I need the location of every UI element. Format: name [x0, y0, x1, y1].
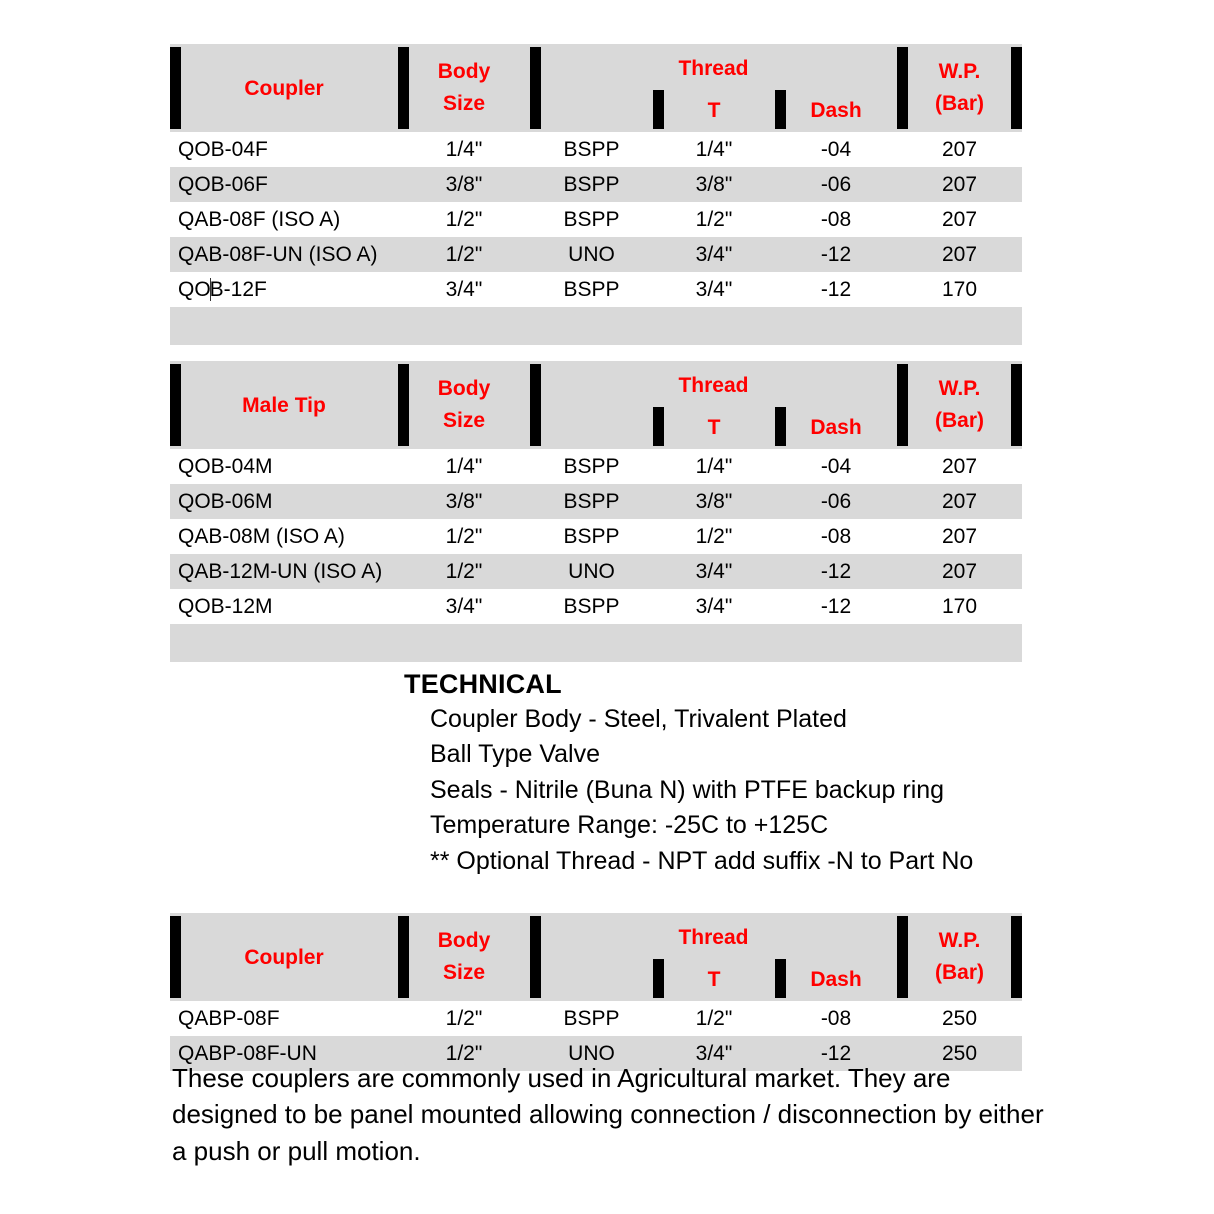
cell-thread-type: UNO — [530, 1036, 653, 1071]
table-row — [170, 589, 1022, 624]
column-header-thread-t: T — [707, 967, 721, 991]
cell-dash: -12 — [775, 554, 897, 589]
column-header-thread: Thread — [678, 56, 749, 80]
table-row-blank — [170, 624, 1022, 662]
cell-part: QABP-08F-UN — [170, 1036, 398, 1071]
column-header-body-size-line1: Body — [437, 377, 491, 401]
technical-list-item: Ball Type Valve — [430, 740, 601, 769]
table-row — [170, 449, 1022, 484]
cell-wp: 170 — [897, 589, 1022, 624]
column-separator-bar — [653, 959, 664, 998]
cell-part: QABP-08F — [170, 1001, 398, 1036]
column-header-thread-t: T — [707, 415, 721, 439]
table-row — [170, 519, 1022, 554]
cell-dash: -04 — [775, 449, 897, 484]
cell-body-size: 3/4" — [398, 589, 530, 624]
technical-list — [404, 702, 1104, 880]
cell-thread-t: 3/4" — [653, 272, 775, 307]
cell-thread-t: 1/4" — [653, 449, 775, 484]
column-header-body-size — [398, 361, 530, 449]
column-separator-bar — [653, 90, 664, 129]
cell-wp: 207 — [897, 132, 1022, 167]
column-header-wp-line2: (Bar) — [934, 92, 984, 115]
cell-body-size: 1/2" — [398, 1001, 530, 1036]
cell-blank — [398, 307, 530, 345]
cell-blank — [775, 624, 897, 662]
cell-dash: -06 — [775, 167, 897, 202]
cell-dash: -08 — [775, 1001, 897, 1036]
column-header-wp-line2: (Bar) — [934, 961, 984, 984]
table-body — [170, 132, 1022, 345]
cell-thread-t: 3/8" — [653, 167, 775, 202]
cell-wp: 207 — [897, 519, 1022, 554]
cell-body-size: 1/2" — [398, 519, 530, 554]
cell-body-size: 1/4" — [398, 132, 530, 167]
cell-part: QOB-12M — [170, 589, 398, 624]
cell-blank — [398, 624, 530, 662]
table-header — [170, 361, 1022, 449]
column-header-dash: Dash — [810, 967, 862, 991]
column-separator-bar — [1011, 47, 1022, 129]
column-header-wp-line1: W.P. — [938, 60, 981, 84]
cell-thread-t: 1/2" — [653, 519, 775, 554]
cell-dash: -08 — [775, 202, 897, 237]
cell-thread-type: BSPP — [530, 272, 653, 307]
table-row — [170, 272, 1022, 307]
column-header-body-size-line2: Size — [442, 961, 486, 984]
column-header-body-size-line2: Size — [442, 409, 486, 432]
cell-thread-type: BSPP — [530, 449, 653, 484]
column-header-body-size — [398, 913, 530, 1001]
cell-part: QOB-06M — [170, 484, 398, 519]
cell-wp: 207 — [897, 554, 1022, 589]
column-separator-bar — [530, 364, 541, 446]
spec-table-male-tip — [170, 361, 1022, 662]
column-header-body-size — [398, 44, 530, 132]
cell-wp: 207 — [897, 167, 1022, 202]
column-header-wp — [897, 361, 1022, 449]
cell-thread-t: 1/2" — [653, 1001, 775, 1036]
column-separator-bar — [775, 90, 786, 129]
spec-table-coupler-2 — [170, 913, 1022, 1071]
cell-thread-type: BSPP — [530, 132, 653, 167]
cell-body-size: 1/2" — [398, 1036, 530, 1071]
column-header-thread-type — [530, 957, 653, 1001]
column-separator-bar — [897, 916, 908, 998]
cell-thread-type: BSPP — [530, 1001, 653, 1036]
cell-thread-t: 1/2" — [653, 202, 775, 237]
cell-wp: 207 — [897, 237, 1022, 272]
column-header-thread: Thread — [678, 925, 749, 949]
cell-blank — [775, 307, 897, 345]
column-separator-bar — [775, 407, 786, 446]
cell-thread-t: 3/4" — [653, 1036, 775, 1071]
cell-body-size: 1/2" — [398, 202, 530, 237]
column-header-wp-line2: (Bar) — [934, 409, 984, 432]
column-separator-bar — [530, 916, 541, 998]
table-row — [170, 202, 1022, 237]
cell-part: QOB-04M — [170, 449, 398, 484]
cell-blank — [170, 307, 398, 345]
cell-part: QAB-08F (ISO A) — [170, 202, 398, 237]
column-header-thread-type — [530, 88, 653, 132]
cell-thread-t: 3/4" — [653, 237, 775, 272]
column-header-thread: Thread — [678, 373, 749, 397]
cell-part: QOB-06F — [170, 167, 398, 202]
column-separator-bar — [897, 47, 908, 129]
cell-thread-type: BSPP — [530, 519, 653, 554]
column-header-body-size-line2: Size — [442, 92, 486, 115]
column-separator-bar — [170, 364, 181, 446]
column-header-part: Male Tip — [242, 393, 326, 417]
table-body — [170, 449, 1022, 662]
column-separator-bar — [530, 47, 541, 129]
column-separator-bar — [653, 407, 664, 446]
cell-thread-type: BSPP — [530, 202, 653, 237]
cell-wp: 207 — [897, 449, 1022, 484]
cell-blank — [897, 307, 1022, 345]
table-header — [170, 913, 1022, 1001]
cell-wp: 207 — [897, 484, 1022, 519]
table-row — [170, 237, 1022, 272]
cell-thread-type: BSPP — [530, 589, 653, 624]
column-separator-bar — [398, 364, 409, 446]
column-separator-bar — [897, 364, 908, 446]
cell-body-size: 1/4" — [398, 449, 530, 484]
cell-part: QAB-12M-UN (ISO A) — [170, 554, 398, 589]
cell-thread-t: 1/4" — [653, 132, 775, 167]
table-row — [170, 1001, 1022, 1036]
cell-body-size: 3/8" — [398, 484, 530, 519]
cell-blank — [653, 307, 775, 345]
spec-table-coupler-1 — [170, 44, 1022, 345]
column-separator-bar — [775, 959, 786, 998]
technical-list-item: Temperature Range: -25C to +125C — [430, 811, 829, 840]
cell-blank — [897, 624, 1022, 662]
cell-body-size: 3/8" — [398, 167, 530, 202]
technical-section — [404, 668, 1104, 879]
cell-wp: 250 — [897, 1001, 1022, 1036]
column-header-part: Coupler — [244, 76, 324, 100]
cell-blank — [653, 624, 775, 662]
column-header-dash: Dash — [810, 98, 862, 122]
cell-dash: -04 — [775, 132, 897, 167]
cell-dash: -12 — [775, 589, 897, 624]
technical-list-item: Coupler Body - Steel, Trivalent Plated — [430, 704, 847, 733]
column-header-wp — [897, 913, 1022, 1001]
cell-dash: -06 — [775, 484, 897, 519]
cell-body-size: 1/2" — [398, 237, 530, 272]
cell-blank — [530, 624, 653, 662]
table-row — [170, 167, 1022, 202]
cell-dash: -08 — [775, 519, 897, 554]
cell-blank — [530, 307, 653, 345]
cell-thread-t: 3/8" — [653, 484, 775, 519]
cell-dash: -12 — [775, 237, 897, 272]
table-row-blank — [170, 307, 1022, 345]
column-separator-bar — [398, 916, 409, 998]
cell-thread-type: BSPP — [530, 484, 653, 519]
column-header-dash: Dash — [810, 415, 862, 439]
column-separator-bar — [398, 47, 409, 129]
cell-wp: 207 — [897, 202, 1022, 237]
column-header-body-size-line1: Body — [437, 60, 491, 84]
cell-dash: -12 — [775, 1036, 897, 1071]
column-separator-bar — [170, 916, 181, 998]
table-row — [170, 484, 1022, 519]
text-cursor — [210, 278, 211, 301]
cell-thread-type: UNO — [530, 237, 653, 272]
technical-title: TECHNICAL — [404, 669, 562, 699]
column-header-body-size-line1: Body — [437, 929, 491, 953]
cell-thread-t: 3/4" — [653, 589, 775, 624]
cell-blank — [170, 624, 398, 662]
column-header-wp — [897, 44, 1022, 132]
column-header-part: Coupler — [244, 945, 324, 969]
table-row — [170, 132, 1022, 167]
column-header-wp-line1: W.P. — [938, 377, 981, 401]
technical-list-item: ** Optional Thread - NPT add suffix -N to Part No — [430, 846, 974, 875]
cell-thread-t: 3/4" — [653, 554, 775, 589]
bottom-description-text: These couplers are commonly used in Agricultural market. They are designed to be panel mounted allowing connection / disconnection by either a push or pull motion. — [172, 1063, 1044, 1166]
cell-body-size: 1/2" — [398, 554, 530, 589]
cell-body-size: 3/4" — [398, 272, 530, 307]
cell-thread-type: BSPP — [530, 167, 653, 202]
column-separator-bar — [1011, 364, 1022, 446]
cell-wp: 250 — [897, 1036, 1022, 1071]
cell-part: QAB-08M (ISO A) — [170, 519, 398, 554]
column-separator-bar — [1011, 916, 1022, 998]
cell-wp: 170 — [897, 272, 1022, 307]
cell-part: QOB-04F — [170, 132, 398, 167]
table-row — [170, 554, 1022, 589]
column-header-thread-type — [530, 405, 653, 449]
table-header — [170, 44, 1022, 132]
cell-dash: -12 — [775, 272, 897, 307]
column-header-wp-line1: W.P. — [938, 929, 981, 953]
technical-list-item: Seals - Nitrile (Buna N) with PTFE backup ring — [430, 775, 945, 804]
cell-part: QOB-12F — [170, 272, 398, 307]
column-separator-bar — [170, 47, 181, 129]
cell-thread-type: UNO — [530, 554, 653, 589]
column-header-thread-t: T — [707, 98, 721, 122]
cell-part: QAB-08F-UN (ISO A) — [170, 237, 398, 272]
